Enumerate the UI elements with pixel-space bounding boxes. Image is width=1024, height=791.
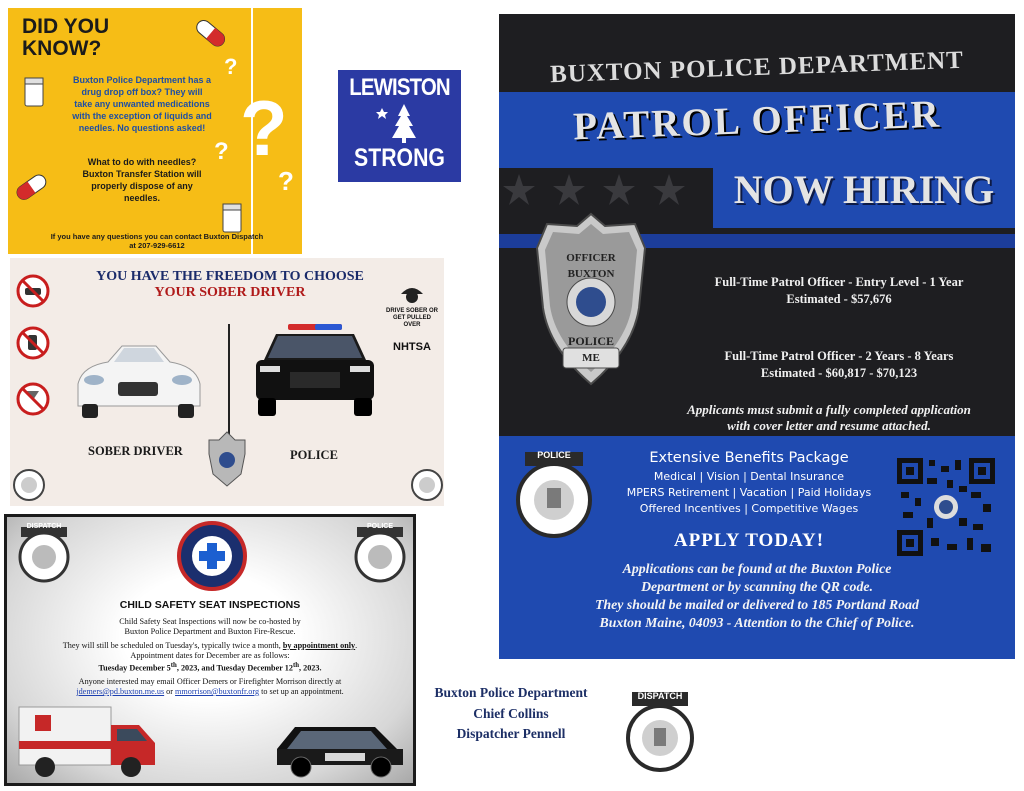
text-line: properly dispose of any [91,181,193,191]
child-safety-panel [4,514,416,786]
sober-driver-car-image [68,328,208,420]
drug-dropoff-panel [8,8,302,254]
text-line: What to do with needles? [87,157,197,167]
text-line: Estimated - $60,817 - $70,123 [760,366,918,380]
text-line: at 207-929-6612 [129,241,185,250]
police-suv-image [250,320,380,420]
logo-text: STRONG [354,144,445,172]
needles-info [62,156,222,204]
senior-pay-info [669,348,1009,382]
drive-sober-badge [384,282,440,353]
text-line: Department or by scanning the QR code. [641,579,873,594]
seal-label: POLICE [366,523,394,530]
police-label: POLICE [290,448,338,462]
text-span: They will still be scheduled on Tuesday's, typically twice a month, [62,641,283,650]
text-line: Applicants must submit a fully completed application [687,402,971,417]
seal-label: POLICE [537,450,571,460]
schedule-line [7,641,413,650]
text-line: Buxton Transfer Station will [82,169,202,179]
dispatch-seal-icon [410,466,444,502]
qr-code-icon[interactable] [897,458,995,556]
text-line: Estimated - $57,676 [786,292,892,306]
benefits-title: Extensive Benefits Package [649,450,849,466]
text-span: Tuesday December 5 [98,663,171,673]
text-span: . [355,641,358,650]
police-cruiser-image [271,715,411,779]
credit-line: Buxton Police Department [434,685,588,700]
logo-text: LEWISTON [349,74,450,101]
text-line: with the exception of liquids and [72,111,212,121]
seal-label: DISPATCH [637,691,683,701]
text-line: Appointment dates for December are as follows: [130,651,290,660]
ambulance-image [15,701,165,781]
pill-icon [8,168,56,208]
dropoff-description [62,74,222,134]
position-title: PATROL OFFICER [572,92,942,149]
dates-line [7,662,413,673]
police-seal-icon [12,466,46,502]
medicine-cup-icon [220,200,244,234]
question-mark-icon: ? [224,54,238,79]
sober-driver-panel [10,258,444,506]
now-hiring-text: NOW HIRING [733,167,995,212]
panel-heading: YOU HAVE THE FREEDOM TO CHOOSE [96,269,364,284]
text-line: If you have any questions you can contact Buxton Dispatch [50,232,264,241]
medicine-cup-icon [22,74,46,108]
panel-title [22,16,109,60]
credit-line: Chief Collins [473,705,549,721]
panel-title: CHILD SAFETY SEAT INSPECTIONS [119,599,301,611]
text-line: Buxton Police Department has a [72,75,212,85]
badge-text: OFFICER [566,252,616,264]
text-line: Applications can be found at the Buxton Police [622,561,892,576]
superscript: th [292,662,300,669]
patrol-officer-poster [499,14,1015,659]
text-span: , 2023, and Tuesday December 12 [176,663,293,673]
police-seal-icon [511,448,597,540]
text-line: drug drop off box? They will [81,87,203,97]
benefits-line: Offered Incentives | Competitive Wages [639,502,859,515]
text-line: with cover letter and resume attached. [727,418,931,433]
nhtsa-label: NHTSA [393,341,431,353]
campaign-text: DRIVE SOBER OR [385,308,438,314]
morrison-email-link[interactable]: mmorrison@buxtonfr.org [175,687,260,696]
divider-line [228,324,230,442]
question-mark-icon: ? [278,166,294,196]
benefits-line: MPERS Retirement | Vacation | Paid Holidays [626,486,872,499]
text-span: or [164,687,176,696]
pill-icon [186,14,234,54]
title-line: DID YOU [22,15,110,38]
badge-text: BUXTON [567,268,615,280]
application-instructions [519,560,995,632]
police-badge-icon [206,430,248,488]
text-span: to set up an appointment. [259,687,344,696]
no-drunk-driving-icon [16,274,50,308]
officer-icon [397,282,427,304]
lewiston-strong-logo [338,70,461,182]
sober-driver-label: SOBER DRIVER [88,444,183,458]
credits-block [418,683,604,745]
entry-pay-info [669,274,1009,308]
question-mark-icon: ? [240,84,288,172]
question-mark-icon: ? [214,138,229,165]
text-line: Anyone interested may email Officer Demers or Firefighter Morrison directly at [78,677,342,686]
emphasis-text: by appointment only [282,641,356,650]
panel-subheading: YOUR SOBER DRIVER [154,285,306,300]
fire-rescue-seal-icon [177,521,247,591]
text-line: Full-Time Patrol Officer - Entry Level - 1 Year [714,275,964,289]
text-line: take any unwanted medications [74,99,210,109]
no-drinking-icon [16,326,50,360]
text-line: needles. No questions asked! [78,123,206,133]
title-line: KNOW? [22,37,102,60]
pine-tree-icon [374,102,426,144]
email-line [7,687,413,696]
police-seal-icon [351,521,409,585]
text-line: Full-Time Patrol Officer - 2 Years - 8 Years [724,349,954,363]
campaign-text: GET PULLED OVER [392,315,431,328]
dispatch-seal-icon [15,521,73,585]
text-line: Buxton Maine, 04093 - Attention to the Chief of Police. [599,615,915,630]
department-title: BUXTON POLICE DEPARTMENT [549,46,965,89]
text-line: needles. [123,193,161,203]
benefits-line: Medical | Vision | Dental Insurance [653,470,845,483]
credit-line: Dispatcher Pennell [456,726,566,741]
application-requirements [649,402,1009,434]
no-drink-and-drive-icon [16,382,50,416]
apply-today-heading: APPLY TODAY! [673,530,825,551]
text-line: Buxton Police Department and Buxton Fire-Rescue. [124,627,296,636]
text-line: Child Safety Seat Inspections will now be co-hosted by [119,617,301,626]
superscript: th [170,662,177,669]
seal-label: DISPATCH [26,523,62,530]
text-line: They should be mailed or delivered to 185 Portland Road [595,597,919,612]
demers-email-link[interactable]: jdemers@pd.buxton.me.us [76,687,165,696]
dispatch-contact [22,232,292,250]
badge-text: ME [582,352,600,364]
badge-text: POLICE [567,334,614,348]
text-span: , 2023. [299,663,322,673]
